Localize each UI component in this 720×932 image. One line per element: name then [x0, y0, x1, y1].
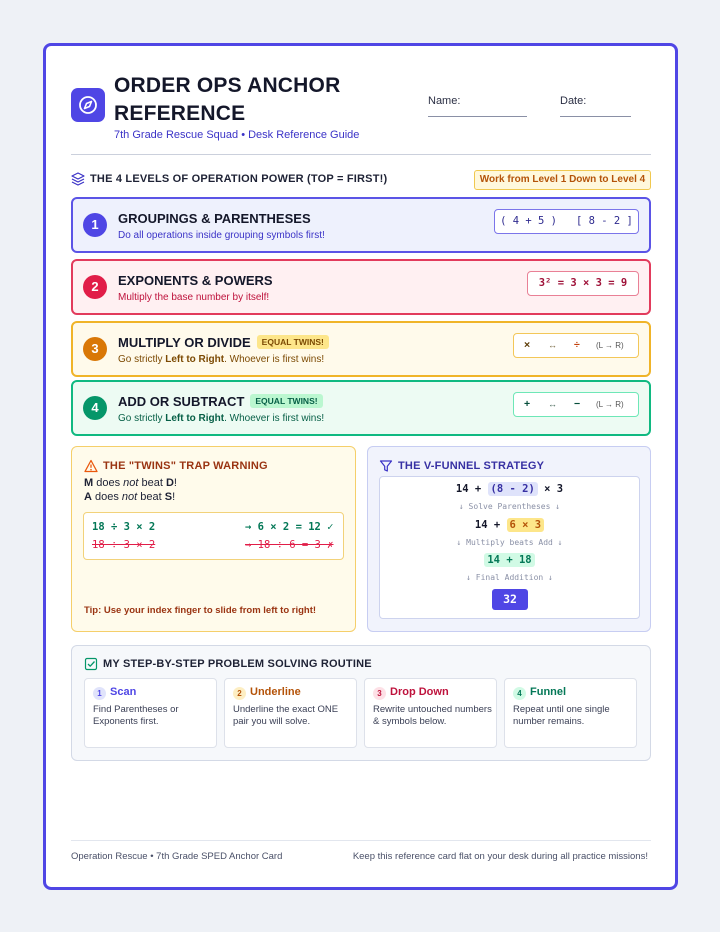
level-2-card: [71, 259, 651, 315]
level-title: GROUPINGS & PARENTHESES: [118, 211, 311, 226]
funnel-box: THE V-FUNNEL STRATEGY 14 + (8 - 2) × 3 ↓ Solve Parentheses ↓ 14 + 6 × 3 ↓ Multiply beats Add ↓ 14 + 18 ↓ Final Addition ↓ 32: [367, 446, 651, 632]
level-1-card: [71, 197, 651, 253]
equal-twins-badge: EQUAL TWINS!: [250, 394, 322, 408]
routine-step-funnel: 4 Funnel Repeat until one single number remains.: [504, 678, 637, 748]
routine-step-drop-down: 3 Drop Down Rewrite untouched numbers & symbols below.: [364, 678, 497, 748]
name-field[interactable]: [428, 116, 527, 117]
funnel-note-1: ↓ Solve Parentheses ↓: [458, 502, 561, 511]
funnel-steps: [379, 476, 640, 619]
correct-expression: 18 ÷ 3 × 2: [92, 521, 156, 533]
flow-badge: Work from Level 1 Down to Level 4: [474, 170, 651, 190]
level-4-card: [71, 380, 651, 436]
wrong-result: → 18 ÷ 6 = 3 ✗: [245, 539, 334, 551]
level-description: Do all operations inside grouping symbols first!: [118, 230, 325, 241]
level-title: ADD OR SUBTRACT EQUAL TWINS!: [118, 394, 323, 409]
level-number: 1: [83, 213, 107, 237]
trap-line-as: A does not beat S!: [84, 491, 176, 503]
level-number: 2: [83, 275, 107, 299]
equal-twins-badge: EQUAL TWINS!: [257, 335, 329, 349]
level-title: MULTIPLY OR DIVIDE EQUAL TWINS!: [118, 335, 329, 350]
anchor-card: ORDER OPS ANCHOR REFERENCE 7th Grade Rescue Squad • Desk Reference Guide Name: Date: THE 4 LEVELS OF OPERATION POWER (TOP = FIRST!) Work from Level 1 Down to Level 4 1 GROUPINGS & PARENTHESES Do all operations inside grouping symbols first! ( 4 + 5 ) [ 8 - 2 ] 2 EXPONENTS & POWERS Multiply the base number by itself! 3² = 3 × 3 = 9 3 MULTIPLY OR DIVIDE EQUAL TWINS! Go strictly Left to Right. Whoever is first wins! × ↔ ÷ (L → R) 4 ADD OR SUBTRACT EQUAL TWINS! Go strictly Left to Right. Whoever is first wins! + ↔ − (L → R) THE "TWINS" TRAP WARNING M does not beat D! A does not beat S! 18 ÷ 3 × 2 → 6 × 2 = 12 ✓ 18 ÷ 3 × 2 → 18 ÷ 6 = 3 ✗ Tip: Use your index finger to slide from left to right! THE V-FUNNEL STRATEGY 14 + (8 - 2) × 3 ↓ Solve Parentheses ↓ 14 + 6 × 3 ↓ Multiply beats Add ↓ 14 + 18 ↓ Final Addition ↓ 32 MY STEP-BY-STEP PROBLEM SOLVING ROUTINE 1 Scan Find Parentheses or Exponents first. 2 Underline Underline the exact ONE pair you will solve. 3 Drop Down Rewrite untouched numbers & symbols below. 4 Funnel Repeat until one single number remains. Operation Rescue • 7th Grade SPED Anchor Card Keep this reference card flat on your desk during all practice missions!: [43, 43, 678, 890]
funnel-step-3: 14 + 18: [380, 554, 639, 566]
level-example: × ↔ ÷ (L → R): [513, 333, 639, 358]
layers-icon: [71, 172, 85, 186]
compass-icon: [71, 88, 105, 122]
funnel-note-2: ↓ Multiply beats Add ↓: [456, 538, 563, 547]
trap-line-md: M does not beat D!: [84, 477, 177, 489]
level-example: 3² = 3 × 3 = 9: [527, 271, 639, 296]
funnel-icon: [379, 459, 393, 473]
warning-icon: [84, 459, 98, 473]
funnel-note-3: ↓ Final Addition ↓: [466, 573, 553, 582]
checkbox-icon: [84, 657, 98, 671]
level-description: Go strictly Left to Right. Whoever is first wins!: [118, 413, 325, 424]
footer-right: Keep this reference card flat on your desk during all practice missions!: [352, 851, 648, 862]
level-number: 4: [83, 396, 107, 420]
funnel-step-2: 14 + 6 × 3: [380, 519, 639, 531]
level-title: EXPONENTS & POWERS: [118, 273, 273, 288]
level-example: ( 4 + 5 ) [ 8 - 2 ]: [494, 209, 639, 234]
routine-step-scan: 1 Scan Find Parentheses or Exponents first.: [84, 678, 217, 748]
footer-divider: [71, 840, 651, 841]
routine-step-underline: 2 Underline Underline the exact ONE pair you will solve.: [224, 678, 357, 748]
trap-warning-box: THE "TWINS" TRAP WARNING M does not beat D! A does not beat S! 18 ÷ 3 × 2 → 6 × 2 = 12 ✓ 18 ÷ 3 × 2 → 18 ÷ 6 = 3 ✗ Tip: Use your index finger to slide from left to right!: [71, 446, 356, 632]
correct-result: → 6 × 2 = 12 ✓: [245, 521, 334, 533]
page-subtitle: 7th Grade Rescue Squad • Desk Reference Guide: [114, 129, 360, 141]
level-description: Multiply the base number by itself!: [118, 292, 270, 303]
funnel-answer: 32: [492, 589, 528, 610]
date-label: Date:: [560, 95, 587, 107]
header-divider: [71, 154, 651, 155]
trap-tip: Tip: Use your index finger to slide from left to right!: [84, 605, 317, 616]
level-3-card: [71, 321, 651, 377]
level-example: + ↔ − (L → R): [513, 392, 639, 417]
page-title: ORDER OPS ANCHOR REFERENCE: [114, 74, 341, 125]
footer-left: Operation Rescue • 7th Grade SPED Anchor Card: [71, 851, 283, 862]
funnel-step-1: 14 + (8 - 2) × 3: [455, 483, 564, 495]
name-label: Name:: [428, 95, 461, 107]
level-description: Go strictly Left to Right. Whoever is first wins!: [118, 354, 325, 365]
wrong-expression: 18 ÷ 3 × 2: [92, 539, 156, 551]
level-number: 3: [83, 337, 107, 361]
trap-example-box: [83, 512, 344, 560]
date-field[interactable]: [560, 116, 631, 117]
routine-box: MY STEP-BY-STEP PROBLEM SOLVING ROUTINE 1 Scan Find Parentheses or Exponents first. 2 Underline Underline the exact ONE pair you will solve. 3 Drop Down Rewrite untouched numbers & symbols below. 4 Funnel Repeat until one single number remains.: [71, 645, 651, 761]
